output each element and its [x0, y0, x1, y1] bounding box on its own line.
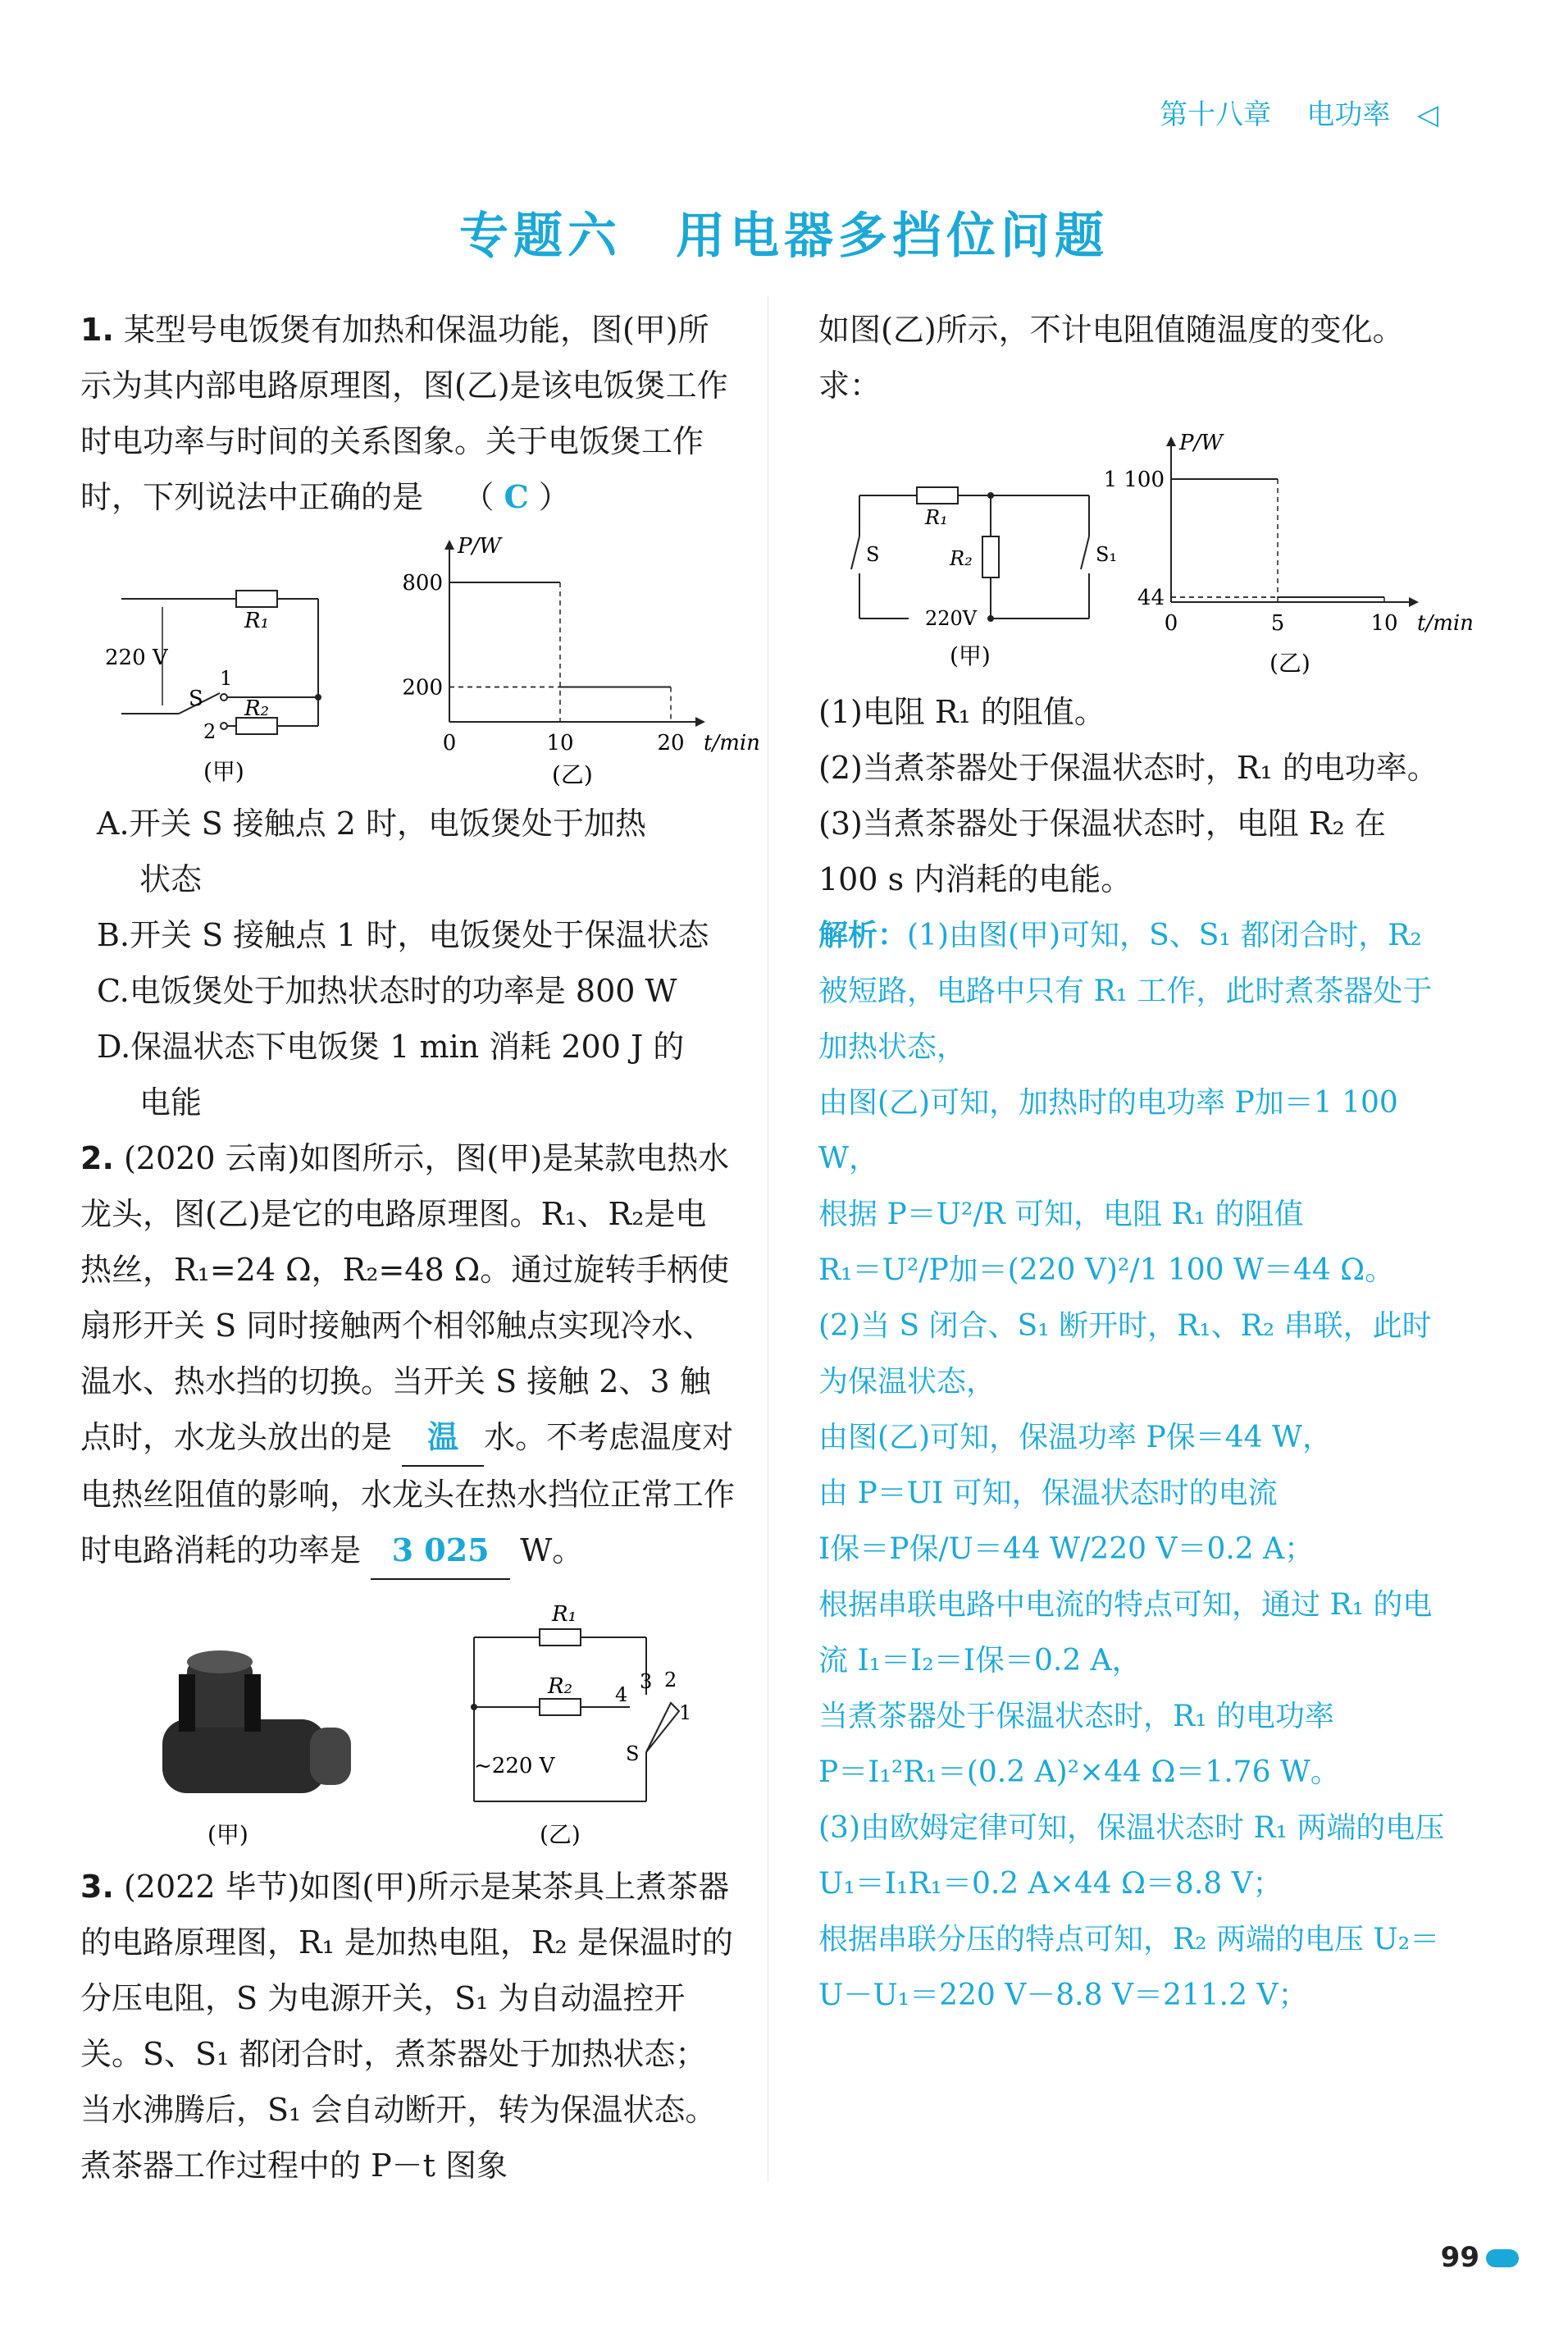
option-a — [80, 796, 736, 851]
contact-1-label: 1 — [679, 1701, 692, 1724]
question-number: 3. — [80, 1869, 114, 1905]
q1-power-time-chart — [392, 525, 760, 788]
contact-3-label: 3 — [640, 1670, 653, 1693]
page-tab-decoration — [1486, 2249, 1519, 2267]
solution-text: I保＝P保/U＝44 W/220 V＝0.2 A； — [818, 1532, 1315, 1566]
x-tick-label: 10 — [546, 731, 574, 755]
q3-figures — [818, 413, 1474, 684]
solution-line — [818, 1689, 1450, 1745]
section-label: 电功率 — [1306, 98, 1391, 131]
q1-figures — [80, 525, 760, 796]
x-tick-label: 5 — [1270, 611, 1285, 636]
q3-part-2: (2)当煮茶器处于保温状态时，R₁ 的电功率。 — [818, 750, 1438, 786]
left-column — [80, 302, 760, 2193]
option-d — [80, 1019, 736, 1075]
r1-label: R₁ — [244, 609, 269, 633]
x-axis-label: t/min — [704, 731, 760, 755]
figure-caption-yi: (乙) — [1269, 650, 1310, 677]
y-tick-label: 800 — [402, 571, 443, 596]
q2-figures — [80, 1580, 736, 1859]
option-text: 开关 S 接触点 2 时，电饭煲处于加热 — [129, 806, 647, 842]
solution-text: P＝I₁²R₁＝(0.2 A)²×44 Ω＝1.76 W。 — [818, 1755, 1340, 1789]
solution-line — [818, 1299, 1450, 1410]
x-tick-label: 20 — [657, 731, 685, 755]
unit-label: W。 — [520, 1532, 584, 1568]
switch-label: S — [189, 687, 203, 711]
answer-blank-1: 温 — [402, 1409, 484, 1467]
figure-caption-jia: (甲) — [203, 758, 244, 785]
question-source: (2020 云南) — [123, 1140, 300, 1176]
voltage-label: ~220 V — [474, 1754, 555, 1778]
option-label: B. — [97, 917, 130, 953]
solution-line — [818, 1912, 1450, 2024]
q3-solution — [818, 907, 1450, 2024]
r2-label: R₂ — [244, 696, 269, 721]
contact-2-label: 2 — [664, 1668, 677, 1691]
y-tick-label: 44 — [1137, 586, 1165, 610]
answer-choice: C — [504, 478, 529, 515]
solution-line — [818, 1075, 1450, 1187]
figure-caption-jia: (甲) — [950, 642, 991, 669]
page-number: 99 — [1440, 2241, 1479, 2274]
x-tick-label: 0 — [442, 731, 457, 755]
right-column — [818, 302, 1474, 2024]
answer-paren-open: （ — [463, 479, 495, 515]
solution-line — [818, 1801, 1450, 1912]
q3-circuit-diagram — [851, 438, 1118, 676]
q3-part-1: (1)电阻 R₁ 的阻值。 — [818, 694, 1105, 730]
q3-parts — [818, 684, 1450, 907]
switch-s1-label: S₁ — [1096, 543, 1118, 566]
question-stem: 某型号电饭煲有加热和保温功能，图(甲)所示为其内部电路原理图，图(乙)是该电饭煲工作时电功率与时间的关系图象。关于电饭煲工作时，下列说法中正确的是 — [80, 312, 728, 515]
r2-label: R₂ — [548, 1674, 572, 1699]
answer-blank-2: 3 025 — [371, 1522, 510, 1580]
solution-line — [818, 1522, 1450, 1577]
question-number: 2. — [80, 1140, 114, 1176]
question-1 — [80, 302, 736, 525]
q1-options — [80, 796, 736, 1130]
y-tick-label: 200 — [402, 675, 443, 701]
solution-text: (2)当 S 闭合、S₁ 断开时，R₁、R₂ 串联，此时为保温状态， — [818, 1309, 1432, 1399]
y-axis-label: P/W — [458, 534, 501, 559]
question-3-continued: 如图(乙)所示，不计电阻值随温度的变化。求： — [818, 312, 1404, 404]
option-text: 开关 S 接触点 1 时，电饭煲处于保温状态 — [130, 917, 709, 953]
answer-paren-close: ） — [538, 479, 570, 515]
option-b — [80, 907, 736, 963]
solution-text: 由图(乙)可知，保温功率 P保＝44 W， — [818, 1421, 1333, 1454]
option-text: 电饭煲处于加热状态时的功率是 800 W — [129, 973, 677, 1009]
figure-caption-jia: (甲) — [207, 1821, 248, 1848]
option-c — [80, 963, 736, 1019]
contact-4-label: 4 — [615, 1683, 628, 1706]
question-stem-part2: 水。不考虑温度对电热丝阻值的影响，水龙头在热水挡位正常工作时电路消耗的功率是 — [80, 1419, 736, 1568]
solution-line — [818, 907, 1450, 1075]
solution-text: 由图(乙)可知，加热时的电功率 P加＝1 100 W， — [818, 1086, 1398, 1175]
q3-part-3: (3)当煮茶器处于保温状态时，电阻 R₂ 在 100 s 内消耗的电能。 — [818, 806, 1386, 897]
x-tick-label: 0 — [1164, 611, 1178, 636]
solution-line — [818, 1466, 1450, 1522]
option-text-continued: 状态 — [139, 861, 203, 897]
chapter-label: 第十八章 — [1160, 98, 1272, 131]
question-source: (2022 毕节) — [123, 1869, 300, 1905]
solution-text: (1)由图(甲)可知，S、S₁ 都闭合时，R₂ 被短路，电路中只有 R₁ 工作，此时煮茶器处于加热状态， — [818, 919, 1433, 1064]
solution-text: 根据串联分压的特点可知，R₂ 两端的电压 U₂＝U－U₁＝220 V－8.8 V＝211.2 V； — [818, 1923, 1440, 2012]
r2-label: R₂ — [950, 547, 973, 570]
y-axis-arrow-icon — [444, 540, 454, 550]
solution-line — [818, 1243, 1450, 1299]
option-text-continued: 电能 — [139, 1084, 203, 1121]
solution-text: 当煮茶器处于保温状态时，R₁ 的电功率 — [818, 1700, 1334, 1733]
x-axis-arrow-icon — [695, 717, 705, 727]
solution-line — [818, 1577, 1450, 1689]
question-3 — [80, 1859, 736, 2193]
chapter-header — [1160, 92, 1438, 132]
solution-text: R₁＝U²/P加＝(220 V)²/1 100 W＝44 Ω。 — [818, 1253, 1395, 1287]
q1-circuit-diagram — [97, 541, 376, 787]
switch-label: S — [626, 1742, 640, 1765]
page-title: 专题六 用电器多挡位问题 — [459, 208, 1109, 265]
r1-label: R₁ — [552, 1602, 577, 1627]
solution-label: 解析： — [818, 918, 908, 952]
question-number: 1. — [80, 312, 114, 348]
q2-circuit-diagram — [425, 1588, 720, 1851]
solution-line — [818, 1745, 1450, 1801]
voltage-label: 220 V — [105, 646, 168, 670]
figure-caption-yi: (乙) — [552, 761, 593, 788]
x-axis-arrow-icon — [1409, 597, 1419, 607]
solution-text: 根据 P＝U²/R 可知，电阻 R₁ 的阻值 — [818, 1198, 1304, 1231]
question-stem-part1: 如图所示，图(甲)是某款电热水龙头，图(乙)是它的电路原理图。R₁、R₂是电热丝，R₁=24 Ω，R₂=48 Ω。通过旋转手柄使扇形开关 S 同时接触两个相邻触点实现冷水、温水、热水挡的切换。当开关 S 接触 2、3 触点时，水龙头放出的是 — [80, 1140, 730, 1455]
figure-caption-yi: (乙) — [540, 1821, 581, 1848]
voltage-label: 220V — [925, 607, 978, 630]
question-stem: 如图(甲)所示是某茶具上煮茶器的电路原理图，R₁ 是加热电阻，R₂ 是保温时的分压电阻，S 为电源开关，S₁ 为自动温控开关。S、S₁ 都闭合时，煮茶器处于加热状态；当水沸腾后，S₁ 会自动断开，转为保温状态。煮茶器工作过程中的 P－t 图象 — [80, 1869, 733, 2184]
y-tick-label: 1 100 — [1103, 468, 1165, 492]
switch-s-label: S — [866, 543, 880, 566]
question-2 — [80, 1130, 736, 1580]
solution-line — [818, 1187, 1450, 1243]
faucet-photo — [130, 1629, 392, 1851]
option-label: C. — [97, 973, 130, 1009]
triangle-marker-icon: ◁ — [1416, 98, 1438, 131]
x-axis-label: t/min — [1417, 611, 1474, 636]
x-tick-label: 10 — [1370, 611, 1398, 636]
solution-line — [818, 1410, 1450, 1466]
solution-text: (3)由欧姆定律可知，保温状态时 R₁ 两端的电压 U₁＝I₁R₁＝0.2 A×44 Ω＝8.8 V； — [818, 1811, 1445, 1901]
option-text: 保温状态下电饭煲 1 min 消耗 200 J 的 — [130, 1029, 685, 1065]
contact-2-label: 2 — [203, 720, 217, 743]
contact-1-label: 1 — [220, 667, 233, 690]
option-label: A. — [97, 806, 130, 842]
solution-text: 由 P＝UI 可知，保温状态时的电流 — [818, 1477, 1278, 1510]
y-axis-arrow-icon — [1166, 436, 1176, 446]
option-label: D. — [97, 1029, 131, 1065]
solution-text: 根据串联电路中电流的特点可知，通过 R₁ 的电流 I₁＝I₂＝I保＝0.2 A， — [818, 1588, 1433, 1678]
y-axis-label: P/W — [1179, 431, 1223, 455]
r1-label: R₁ — [925, 506, 948, 529]
